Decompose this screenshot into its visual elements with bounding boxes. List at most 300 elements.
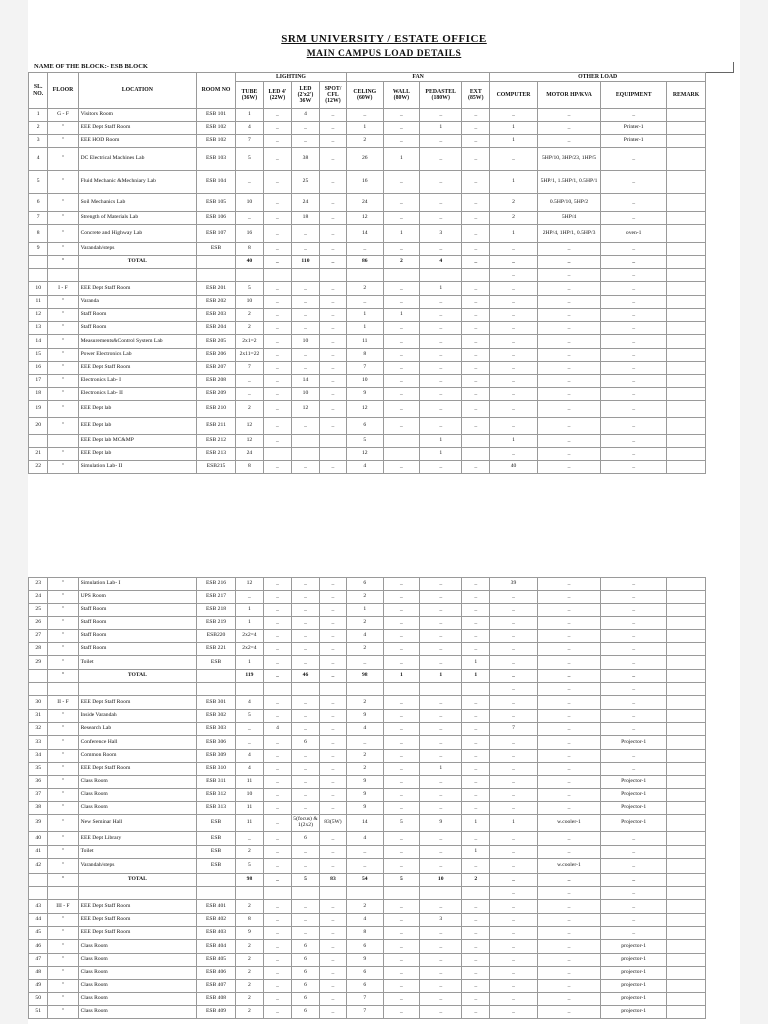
cell-led-4ft-22w: _ bbox=[263, 418, 291, 435]
cell-floor: " bbox=[48, 940, 78, 954]
cell-wall-fan-80w: 5 bbox=[383, 815, 420, 832]
cell-pedestal-fan-180w: _ bbox=[420, 750, 462, 763]
cell-wall-fan-80w bbox=[383, 683, 420, 696]
cell-motor-hp-kva: 5HP/4 bbox=[537, 212, 601, 225]
cell-sl-no: 2 bbox=[29, 122, 48, 135]
cell-motor-hp-kva: _ bbox=[537, 763, 601, 776]
cell-equipment: _ bbox=[601, 846, 667, 859]
cell-tube-36w: 8 bbox=[235, 243, 263, 256]
cell-pedestal-fan-180w: _ bbox=[420, 723, 462, 736]
cell-led-4ft-22w: _ bbox=[263, 171, 291, 194]
cell-motor-hp-kva: _ bbox=[537, 309, 601, 322]
cell-ext-fan-85w: _ bbox=[462, 335, 490, 349]
cell-equipment: _ bbox=[601, 683, 667, 696]
cell-tube-36w: 5 bbox=[235, 710, 263, 723]
cell-wall-fan-80w: _ bbox=[383, 461, 420, 474]
cell-location: EEE Dept lab bbox=[78, 418, 197, 435]
cell-computer: _ bbox=[490, 750, 537, 763]
cell-led-4ft-22w: _ bbox=[263, 859, 291, 874]
cell-ext-fan-85w: _ bbox=[462, 802, 490, 815]
cell-motor-hp-kva: _ bbox=[537, 256, 601, 269]
cell-tube-36w: 4 bbox=[235, 122, 263, 135]
cell-spot-cfl-12w: _ bbox=[319, 710, 346, 723]
cell-motor-hp-kva: _ bbox=[537, 109, 601, 122]
cell-ceiling-fan-60w: 2 bbox=[346, 591, 383, 604]
cell-tube-36w: 4 bbox=[235, 763, 263, 776]
cell-remark bbox=[667, 225, 706, 243]
document-page bbox=[28, 0, 740, 1024]
cell-tube-36w: 2 bbox=[235, 980, 263, 993]
cell-pedestal-fan-180w: _ bbox=[420, 802, 462, 815]
cell-led-2x2-36w: 25 bbox=[291, 171, 319, 194]
cell-sl-no: 30 bbox=[29, 696, 48, 710]
cell-location: Staff Room bbox=[78, 617, 197, 630]
cell-equipment: _ bbox=[601, 914, 667, 927]
cell-sl-no: 45 bbox=[29, 927, 48, 940]
cell-room-no: ESB 207 bbox=[197, 362, 236, 375]
cell-location: Simulation Lab- I bbox=[78, 578, 197, 591]
cell-location: Common Room bbox=[78, 750, 197, 763]
cell-ext-fan-85w: _ bbox=[462, 859, 490, 874]
cell-sl-no: 7 bbox=[29, 212, 48, 225]
cell-wall-fan-80w: _ bbox=[383, 1006, 420, 1019]
cell-spot-cfl-12w: _ bbox=[319, 776, 346, 789]
cell-wall-fan-80w: _ bbox=[383, 832, 420, 846]
cell-led-2x2-36w bbox=[291, 683, 319, 696]
cell-wall-fan-80w: _ bbox=[383, 940, 420, 954]
cell-led-2x2-36w: 38 bbox=[291, 148, 319, 171]
cell-room-no: ESB 102 bbox=[197, 122, 236, 135]
cell-led-2x2-36w bbox=[291, 448, 319, 461]
cell-tube-36w bbox=[235, 887, 263, 900]
cell-ext-fan-85w: _ bbox=[462, 776, 490, 789]
cell-floor: III - F bbox=[48, 900, 78, 914]
table-row bbox=[29, 967, 706, 980]
cell-ext-fan-85w: _ bbox=[462, 309, 490, 322]
cell-room-no: ESB 212 bbox=[197, 435, 236, 448]
cell-floor: " bbox=[48, 993, 78, 1006]
cell-sl-no: 43 bbox=[29, 900, 48, 914]
cell-ext-fan-85w: _ bbox=[462, 401, 490, 418]
table-row bbox=[29, 940, 706, 954]
cell-spot-cfl-12w: _ bbox=[319, 109, 346, 122]
cell-location: Electronics Lab- II bbox=[78, 388, 197, 401]
cell-led-4ft-22w: _ bbox=[263, 815, 291, 832]
cell-equipment: _ bbox=[601, 927, 667, 940]
cell-location: Strength of Materials Lab bbox=[78, 212, 197, 225]
cell-computer: _ bbox=[490, 418, 537, 435]
table-row bbox=[29, 148, 706, 171]
cell-location bbox=[78, 887, 197, 900]
cell-spot-cfl-12w: _ bbox=[319, 335, 346, 349]
cell-sl-no: 24 bbox=[29, 591, 48, 604]
cell-led-2x2-36w: _ bbox=[291, 322, 319, 335]
cell-motor-hp-kva: _ bbox=[537, 461, 601, 474]
cell-floor bbox=[48, 269, 78, 282]
cell-ext-fan-85w: 1 bbox=[462, 846, 490, 859]
cell-ext-fan-85w: _ bbox=[462, 832, 490, 846]
cell-sl-no: 17 bbox=[29, 375, 48, 388]
cell-computer: _ bbox=[490, 802, 537, 815]
cell-computer: _ bbox=[490, 643, 537, 656]
cell-wall-fan-80w: _ bbox=[383, 656, 420, 670]
cell-motor-hp-kva: _ bbox=[537, 362, 601, 375]
cell-computer: _ bbox=[490, 980, 537, 993]
cell-pedestal-fan-180w: _ bbox=[420, 776, 462, 789]
cell-floor bbox=[48, 435, 78, 448]
cell-ceiling-fan-60w: 1 bbox=[346, 122, 383, 135]
cell-floor: " bbox=[48, 122, 78, 135]
cell-location: Concrete and Highway Lab bbox=[78, 225, 197, 243]
cell-tube-36w: _ bbox=[235, 171, 263, 194]
col-header: SPOT/ CFL (12W) bbox=[319, 82, 346, 109]
cell-remark bbox=[667, 309, 706, 322]
cell-spot-cfl-12w: _ bbox=[319, 859, 346, 874]
cell-equipment: Printer-1 bbox=[601, 135, 667, 148]
cell-sl-no: 16 bbox=[29, 362, 48, 375]
cell-led-2x2-36w: 5 bbox=[291, 874, 319, 887]
cell-led-4ft-22w: _ bbox=[263, 710, 291, 723]
cell-room-no: ESB bbox=[197, 815, 236, 832]
cell-equipment: Projector-1 bbox=[601, 815, 667, 832]
table-row bbox=[29, 282, 706, 296]
cell-tube-36w: 10 bbox=[235, 789, 263, 802]
cell-spot-cfl-12w: _ bbox=[319, 954, 346, 967]
cell-location: EEE Dept Staff Room bbox=[78, 362, 197, 375]
block-name: NAME OF THE BLOCK:- ESB BLOCK bbox=[34, 63, 148, 70]
cell-sl-no: 37 bbox=[29, 789, 48, 802]
cell-wall-fan-80w bbox=[383, 269, 420, 282]
cell-wall-fan-80w: _ bbox=[383, 578, 420, 591]
cell-tube-36w: 11 bbox=[235, 776, 263, 789]
cell-ceiling-fan-60w: 4 bbox=[346, 914, 383, 927]
cell-pedestal-fan-180w: _ bbox=[420, 322, 462, 335]
cell-spot-cfl-12w: _ bbox=[319, 643, 346, 656]
cell-location: TOTAL bbox=[78, 256, 197, 269]
cell-led-4ft-22w: _ bbox=[263, 335, 291, 349]
cell-sl-no: 34 bbox=[29, 750, 48, 763]
cell-room-no: ESB 105 bbox=[197, 194, 236, 212]
cell-ext-fan-85w: _ bbox=[462, 135, 490, 148]
cell-pedestal-fan-180w: _ bbox=[420, 617, 462, 630]
cell-ext-fan-85w: _ bbox=[462, 604, 490, 617]
cell-tube-36w bbox=[235, 683, 263, 696]
cell-remark bbox=[667, 135, 706, 148]
table-row bbox=[29, 802, 706, 815]
cell-location: EEE Dept Library bbox=[78, 832, 197, 846]
cell-floor: " bbox=[48, 322, 78, 335]
cell-spot-cfl-12w: _ bbox=[319, 617, 346, 630]
cell-led-4ft-22w: _ bbox=[263, 967, 291, 980]
cell-remark bbox=[667, 900, 706, 914]
cell-led-2x2-36w: 10 bbox=[291, 335, 319, 349]
cell-ceiling-fan-60w bbox=[346, 683, 383, 696]
table-row bbox=[29, 401, 706, 418]
cell-led-2x2-36w: _ bbox=[291, 914, 319, 927]
cell-ext-fan-85w: _ bbox=[462, 630, 490, 643]
cell-floor: " bbox=[48, 643, 78, 656]
cell-floor: " bbox=[48, 256, 78, 269]
cell-location: Power Electronics Lab bbox=[78, 349, 197, 362]
cell-floor: " bbox=[48, 225, 78, 243]
cell-ext-fan-85w: _ bbox=[462, 212, 490, 225]
table-row bbox=[29, 335, 706, 349]
cell-ceiling-fan-60w: 2 bbox=[346, 135, 383, 148]
cell-remark bbox=[667, 736, 706, 750]
cell-equipment: Projector-1 bbox=[601, 736, 667, 750]
cell-spot-cfl-12w: _ bbox=[319, 243, 346, 256]
cell-led-2x2-36w: 6 bbox=[291, 1006, 319, 1019]
cell-location: Varanda bbox=[78, 296, 197, 309]
cell-computer: _ bbox=[490, 1006, 537, 1019]
cell-sl-no: 14 bbox=[29, 335, 48, 349]
cell-ext-fan-85w: _ bbox=[462, 723, 490, 736]
cell-ext-fan-85w: _ bbox=[462, 954, 490, 967]
cell-floor: " bbox=[48, 1006, 78, 1019]
cell-floor: " bbox=[48, 296, 78, 309]
col-header: LOCATION bbox=[78, 73, 197, 109]
cell-remark bbox=[667, 993, 706, 1006]
cell-sl-no: 49 bbox=[29, 980, 48, 993]
cell-computer: 1 bbox=[490, 171, 537, 194]
cell-remark bbox=[667, 967, 706, 980]
cell-led-2x2-36w: _ bbox=[291, 296, 319, 309]
cell-led-4ft-22w: _ bbox=[263, 461, 291, 474]
cell-wall-fan-80w: _ bbox=[383, 630, 420, 643]
cell-motor-hp-kva: _ bbox=[537, 900, 601, 914]
cell-tube-36w: 2 bbox=[235, 846, 263, 859]
cell-sl-no: 31 bbox=[29, 710, 48, 723]
cell-computer: 39 bbox=[490, 578, 537, 591]
cell-room-no: ESB bbox=[197, 243, 236, 256]
cell-motor-hp-kva: _ bbox=[537, 335, 601, 349]
cell-pedestal-fan-180w: _ bbox=[420, 243, 462, 256]
cell-pedestal-fan-180w: _ bbox=[420, 940, 462, 954]
cell-motor-hp-kva: _ bbox=[537, 435, 601, 448]
col-header: LED 4' (22W) bbox=[263, 82, 291, 109]
cell-sl-no: 36 bbox=[29, 776, 48, 789]
cell-floor: " bbox=[48, 212, 78, 225]
cell-computer: 7 bbox=[490, 723, 537, 736]
cell-spot-cfl-12w: _ bbox=[319, 846, 346, 859]
cell-equipment: Printer-1 bbox=[601, 122, 667, 135]
cell-ceiling-fan-60w: 12 bbox=[346, 448, 383, 461]
cell-tube-36w: 12 bbox=[235, 578, 263, 591]
cell-spot-cfl-12w: _ bbox=[319, 578, 346, 591]
cell-pedestal-fan-180w: _ bbox=[420, 578, 462, 591]
cell-ext-fan-85w: _ bbox=[462, 461, 490, 474]
cell-ceiling-fan-60w: 1 bbox=[346, 309, 383, 322]
cell-computer: _ bbox=[490, 846, 537, 859]
cell-location: Electronics Lab- I bbox=[78, 375, 197, 388]
cell-pedestal-fan-180w: 9 bbox=[420, 815, 462, 832]
cell-floor: " bbox=[48, 617, 78, 630]
cell-led-2x2-36w: _ bbox=[291, 122, 319, 135]
cell-tube-36w: 2 bbox=[235, 900, 263, 914]
cell-room-no: ESB 107 bbox=[197, 225, 236, 243]
cell-remark bbox=[667, 887, 706, 900]
cell-spot-cfl-12w bbox=[319, 435, 346, 448]
cell-sl-no: 23 bbox=[29, 578, 48, 591]
cell-motor-hp-kva: _ bbox=[537, 448, 601, 461]
cell-pedestal-fan-180w: _ bbox=[420, 148, 462, 171]
cell-motor-hp-kva: _ bbox=[537, 940, 601, 954]
cell-computer: _ bbox=[490, 296, 537, 309]
cell-motor-hp-kva: _ bbox=[537, 578, 601, 591]
cell-led-2x2-36w: _ bbox=[291, 617, 319, 630]
cell-led-4ft-22w: _ bbox=[263, 401, 291, 418]
cell-location: Measurements&Control System Lab bbox=[78, 335, 197, 349]
cell-room-no: ESB 302 bbox=[197, 710, 236, 723]
cell-motor-hp-kva: _ bbox=[537, 980, 601, 993]
cell-floor: G - F bbox=[48, 109, 78, 122]
table-row bbox=[29, 832, 706, 846]
cell-wall-fan-80w: _ bbox=[383, 914, 420, 927]
cell-equipment: _ bbox=[601, 335, 667, 349]
cell-ext-fan-85w: _ bbox=[462, 375, 490, 388]
cell-pedestal-fan-180w bbox=[420, 887, 462, 900]
cell-room-no: ESB 106 bbox=[197, 212, 236, 225]
cell-led-4ft-22w: _ bbox=[263, 789, 291, 802]
cell-sl-no bbox=[29, 269, 48, 282]
cell-spot-cfl-12w: _ bbox=[319, 388, 346, 401]
cell-sl-no: 15 bbox=[29, 349, 48, 362]
cell-equipment: projector-1 bbox=[601, 980, 667, 993]
cell-equipment: _ bbox=[601, 171, 667, 194]
cell-sl-no bbox=[29, 887, 48, 900]
cell-ext-fan-85w: _ bbox=[462, 617, 490, 630]
cell-sl-no: 48 bbox=[29, 967, 48, 980]
cell-led-2x2-36w: _ bbox=[291, 578, 319, 591]
cell-wall-fan-80w: _ bbox=[383, 243, 420, 256]
cell-ceiling-fan-60w: 26 bbox=[346, 148, 383, 171]
cell-location: Simulation Lab- II bbox=[78, 461, 197, 474]
table-row bbox=[29, 375, 706, 388]
cell-motor-hp-kva: _ bbox=[537, 388, 601, 401]
cell-motor-hp-kva: _ bbox=[537, 683, 601, 696]
cell-tube-36w: 40 bbox=[235, 256, 263, 269]
cell-room-no bbox=[197, 670, 236, 683]
col-header: MOTOR HP/KVA bbox=[537, 82, 601, 109]
cell-led-4ft-22w: _ bbox=[263, 617, 291, 630]
cell-ext-fan-85w: _ bbox=[462, 900, 490, 914]
cell-wall-fan-80w: _ bbox=[383, 643, 420, 656]
cell-motor-hp-kva: _ bbox=[537, 375, 601, 388]
cell-floor: " bbox=[48, 362, 78, 375]
cell-led-2x2-36w: _ bbox=[291, 927, 319, 940]
cell-spot-cfl-12w: _ bbox=[319, 256, 346, 269]
table-row bbox=[29, 736, 706, 750]
cell-equipment: _ bbox=[601, 418, 667, 435]
cell-spot-cfl-12w: _ bbox=[319, 696, 346, 710]
table-row bbox=[29, 194, 706, 212]
cell-wall-fan-80w: _ bbox=[383, 736, 420, 750]
cell-sl-no: 4 bbox=[29, 148, 48, 171]
cell-wall-fan-80w: _ bbox=[383, 591, 420, 604]
table-row bbox=[29, 723, 706, 736]
cell-led-4ft-22w: _ bbox=[263, 243, 291, 256]
cell-ext-fan-85w: _ bbox=[462, 109, 490, 122]
cell-led-2x2-36w: 110 bbox=[291, 256, 319, 269]
cell-tube-36w: 2 bbox=[235, 967, 263, 980]
cell-equipment: _ bbox=[601, 723, 667, 736]
cell-ext-fan-85w bbox=[462, 269, 490, 282]
cell-wall-fan-80w: 2 bbox=[383, 256, 420, 269]
cell-location: Class Room bbox=[78, 789, 197, 802]
cell-pedestal-fan-180w: _ bbox=[420, 135, 462, 148]
cell-sl-no: 51 bbox=[29, 1006, 48, 1019]
cell-motor-hp-kva: _ bbox=[537, 282, 601, 296]
cell-spot-cfl-12w: _ bbox=[319, 967, 346, 980]
cell-ext-fan-85w: 1 bbox=[462, 815, 490, 832]
cell-location: Class Room bbox=[78, 802, 197, 815]
cell-remark bbox=[667, 617, 706, 630]
cell-remark bbox=[667, 335, 706, 349]
cell-tube-36w: 10 bbox=[235, 194, 263, 212]
cell-room-no: ESB 301 bbox=[197, 696, 236, 710]
cell-sl-no: 1 bbox=[29, 109, 48, 122]
cell-ext-fan-85w bbox=[462, 448, 490, 461]
cell-location: Toilet bbox=[78, 656, 197, 670]
cell-computer: _ bbox=[490, 148, 537, 171]
cell-ext-fan-85w: _ bbox=[462, 171, 490, 194]
cell-room-no: ESB 213 bbox=[197, 448, 236, 461]
cell-ext-fan-85w: _ bbox=[462, 322, 490, 335]
table-row bbox=[29, 1006, 706, 1019]
table-row bbox=[29, 914, 706, 927]
cell-room-no: ESB 217 bbox=[197, 591, 236, 604]
cell-room-no: ESB 216 bbox=[197, 578, 236, 591]
col-header: REMARK bbox=[667, 82, 706, 109]
cell-led-4ft-22w: _ bbox=[263, 874, 291, 887]
cell-led-2x2-36w: _ bbox=[291, 656, 319, 670]
cell-location: Staff Room bbox=[78, 309, 197, 322]
cell-ceiling-fan-60w: 5 bbox=[346, 435, 383, 448]
cell-remark bbox=[667, 927, 706, 940]
cell-equipment: _ bbox=[601, 591, 667, 604]
cell-motor-hp-kva: _ bbox=[537, 954, 601, 967]
cell-remark bbox=[667, 874, 706, 887]
cell-led-2x2-36w: _ bbox=[291, 461, 319, 474]
cell-floor: " bbox=[48, 859, 78, 874]
cell-ceiling-fan-60w: 1 bbox=[346, 604, 383, 617]
cell-motor-hp-kva: _ bbox=[537, 591, 601, 604]
table-row bbox=[29, 710, 706, 723]
cell-floor: " bbox=[48, 789, 78, 802]
cell-ceiling-fan-60w: 8 bbox=[346, 927, 383, 940]
cell-spot-cfl-12w bbox=[319, 448, 346, 461]
cell-led-4ft-22w: _ bbox=[263, 388, 291, 401]
cell-ceiling-fan-60w: _ bbox=[346, 243, 383, 256]
cell-led-4ft-22w: _ bbox=[263, 135, 291, 148]
cell-floor: " bbox=[48, 171, 78, 194]
cell-spot-cfl-12w: _ bbox=[319, 914, 346, 927]
cell-location bbox=[78, 683, 197, 696]
cell-computer: _ bbox=[490, 375, 537, 388]
cell-room-no: ESB 313 bbox=[197, 802, 236, 815]
table-row-spacer bbox=[29, 683, 706, 696]
table-row bbox=[29, 776, 706, 789]
cell-location: Soil Mechanics Lab bbox=[78, 194, 197, 212]
cell-equipment: projector-1 bbox=[601, 940, 667, 954]
cell-led-4ft-22w bbox=[263, 269, 291, 282]
cell-ceiling-fan-60w: 24 bbox=[346, 194, 383, 212]
cell-spot-cfl-12w: _ bbox=[319, 789, 346, 802]
cell-ext-fan-85w: _ bbox=[462, 927, 490, 940]
cell-led-2x2-36w: 6 bbox=[291, 980, 319, 993]
cell-pedestal-fan-180w: 1 bbox=[420, 763, 462, 776]
cell-location: DC Electrical Machines Lab bbox=[78, 148, 197, 171]
